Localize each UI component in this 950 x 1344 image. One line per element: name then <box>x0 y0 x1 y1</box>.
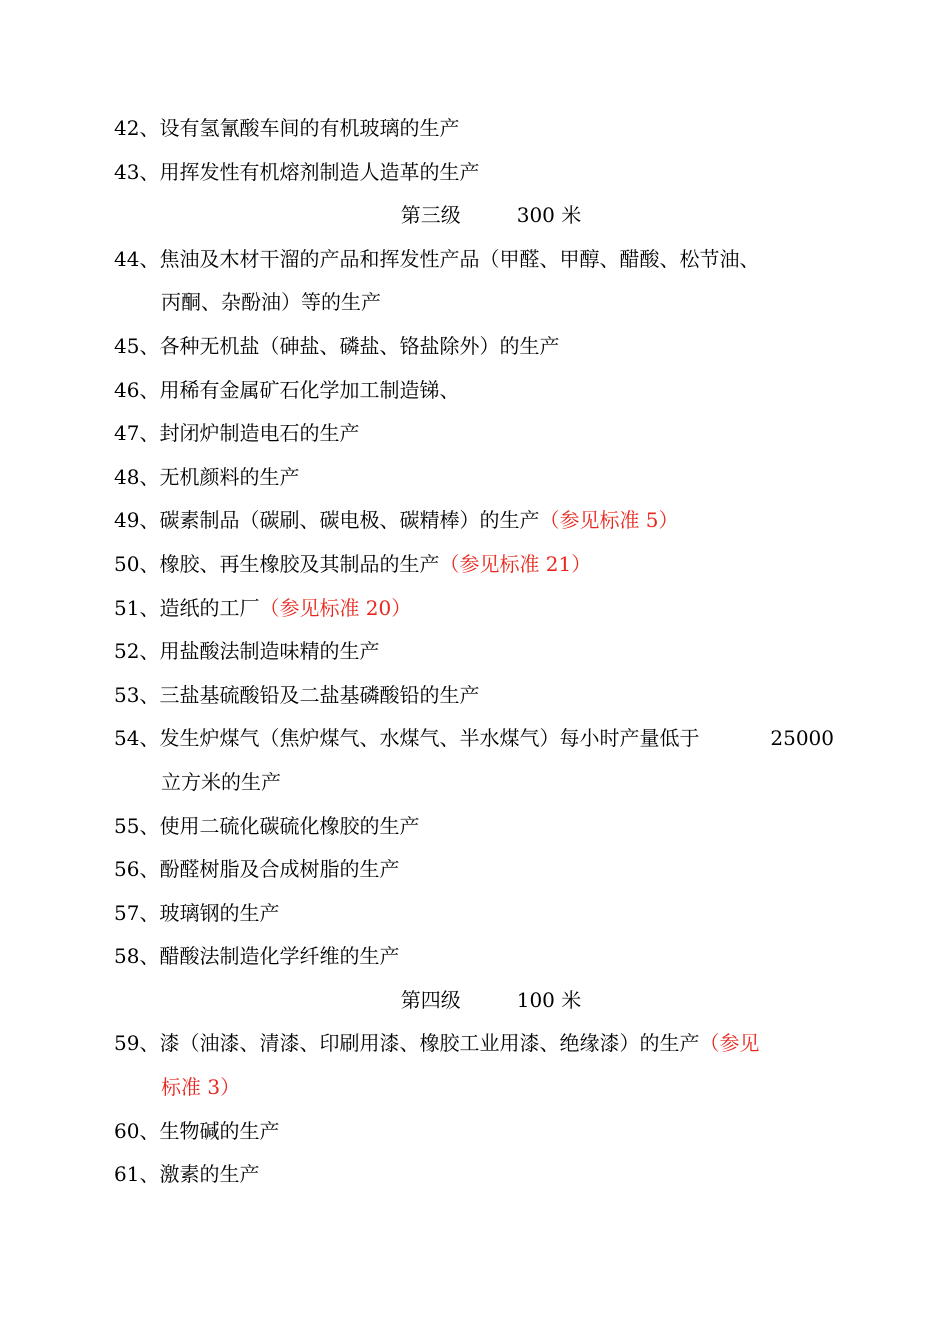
item-text: 激素的生产 <box>159 1162 260 1187</box>
standard-reference: （参见标准 20） <box>259 595 412 620</box>
item-text: 各种无机盐（砷盐、磷盐、铬盐除外）的生产 <box>159 333 560 358</box>
list-item-54-continuation <box>114 761 844 805</box>
item-number: 58、 <box>114 944 160 969</box>
item-number: 42、 <box>114 116 160 140</box>
list-item-50 <box>114 543 844 587</box>
document-content <box>114 107 844 1197</box>
list-item-46 <box>114 369 844 413</box>
item-number: 46、 <box>114 377 160 402</box>
item-number: 54、 <box>114 726 160 751</box>
list-item-45 <box>114 325 844 369</box>
item-text: 醋酸法制造化学纤维的生产 <box>159 944 400 969</box>
item-text: 三盐基硫酸铅及二盐基磷酸铅的生产 <box>159 682 480 707</box>
level-heading-4 <box>114 979 844 1023</box>
list-item-43 <box>114 151 844 195</box>
item-text: 橡胶、再生橡胶及其制品的生产 <box>159 551 440 576</box>
item-text: 玻璃钢的生产 <box>159 900 280 925</box>
list-item-57 <box>114 892 844 936</box>
item-text: 焦油及木材干溜的产品和挥发性产品（甲醛、甲醇、醋酸、松节油、 <box>159 246 760 271</box>
item-number: 44、 <box>114 246 160 271</box>
item-number: 53、 <box>114 682 160 707</box>
item-number: 55、 <box>114 813 160 838</box>
list-item-51 <box>114 587 844 631</box>
list-item-54 <box>114 717 834 761</box>
item-text: 碳素制品（碳刷、碳电极、碳精棒）的生产 <box>159 508 540 533</box>
item-text: 使用二硫化碳硫化橡胶的生产 <box>159 813 420 838</box>
list-item-48 <box>114 456 844 500</box>
item-text: 无机颜料的生产 <box>159 464 300 489</box>
level-distance: 300 米 <box>516 203 582 228</box>
standard-reference: （参见标准 21） <box>439 551 592 576</box>
item-number: 50、 <box>114 551 160 576</box>
level-label: 第四级 <box>400 987 461 1012</box>
item-text: 用挥发性有机熔剂制造人造革的生产 <box>159 159 480 184</box>
standard-reference: （参见 <box>699 1031 760 1056</box>
item-text: 漆（油漆、清漆、印刷用漆、橡胶工业用漆、绝缘漆）的生产 <box>159 1031 700 1056</box>
list-item-44-continuation <box>114 281 844 325</box>
item-text: 用盐酸法制造味精的生产 <box>159 639 380 664</box>
list-item-56 <box>114 848 844 892</box>
item-number: 57、 <box>114 900 160 925</box>
item-text: 封闭炉制造电石的生产 <box>159 421 360 446</box>
item-text-continuation: 丙酮、杂酚油）等的生产 <box>161 290 381 315</box>
item-number: 49、 <box>114 508 160 533</box>
item-number: 43、 <box>114 159 160 184</box>
level-distance: 100 米 <box>516 987 582 1012</box>
level-label: 第三级 <box>400 203 461 228</box>
list-item-58 <box>114 935 844 979</box>
standard-reference-continuation: 标准 3） <box>161 1075 241 1100</box>
standard-reference: （参见标准 5） <box>539 508 679 533</box>
item-text: 发生炉煤气（焦炉煤气、水煤气、半水煤气）每小时产量低于 <box>159 726 700 751</box>
list-item-60 <box>114 1110 844 1154</box>
item-text: 生物碱的生产 <box>159 1118 280 1143</box>
list-item-47 <box>114 412 844 456</box>
item-number: 48、 <box>114 464 160 489</box>
list-item-61 <box>114 1153 844 1197</box>
item-text: 用稀有金属矿石化学加工制造锑、 <box>159 377 460 402</box>
list-item-52 <box>114 630 844 674</box>
item-text: 酚醛树脂及合成树脂的生产 <box>159 857 400 882</box>
list-item-44 <box>114 238 844 282</box>
item-number: 45、 <box>114 333 160 358</box>
item-number: 51、 <box>114 595 160 620</box>
item-number: 47、 <box>114 421 160 446</box>
item-number: 52、 <box>114 639 160 664</box>
item-text-end: 25000 <box>770 726 834 751</box>
list-item-42 <box>114 107 844 151</box>
item-text: 造纸的工厂 <box>159 595 260 620</box>
list-item-49 <box>114 499 844 543</box>
item-number: 60、 <box>114 1118 160 1143</box>
list-item-59-continuation <box>114 1066 844 1110</box>
item-number: 56、 <box>114 857 160 882</box>
list-item-55 <box>114 805 844 849</box>
list-item-59 <box>114 1022 844 1066</box>
item-text-continuation: 立方米的生产 <box>161 769 281 794</box>
item-number: 61、 <box>114 1162 160 1187</box>
list-item-53 <box>114 674 844 718</box>
item-text: 设有氢氰酸车间的有机玻璃的生产 <box>159 116 460 140</box>
level-heading-3 <box>114 194 844 238</box>
item-number: 59、 <box>114 1031 160 1056</box>
